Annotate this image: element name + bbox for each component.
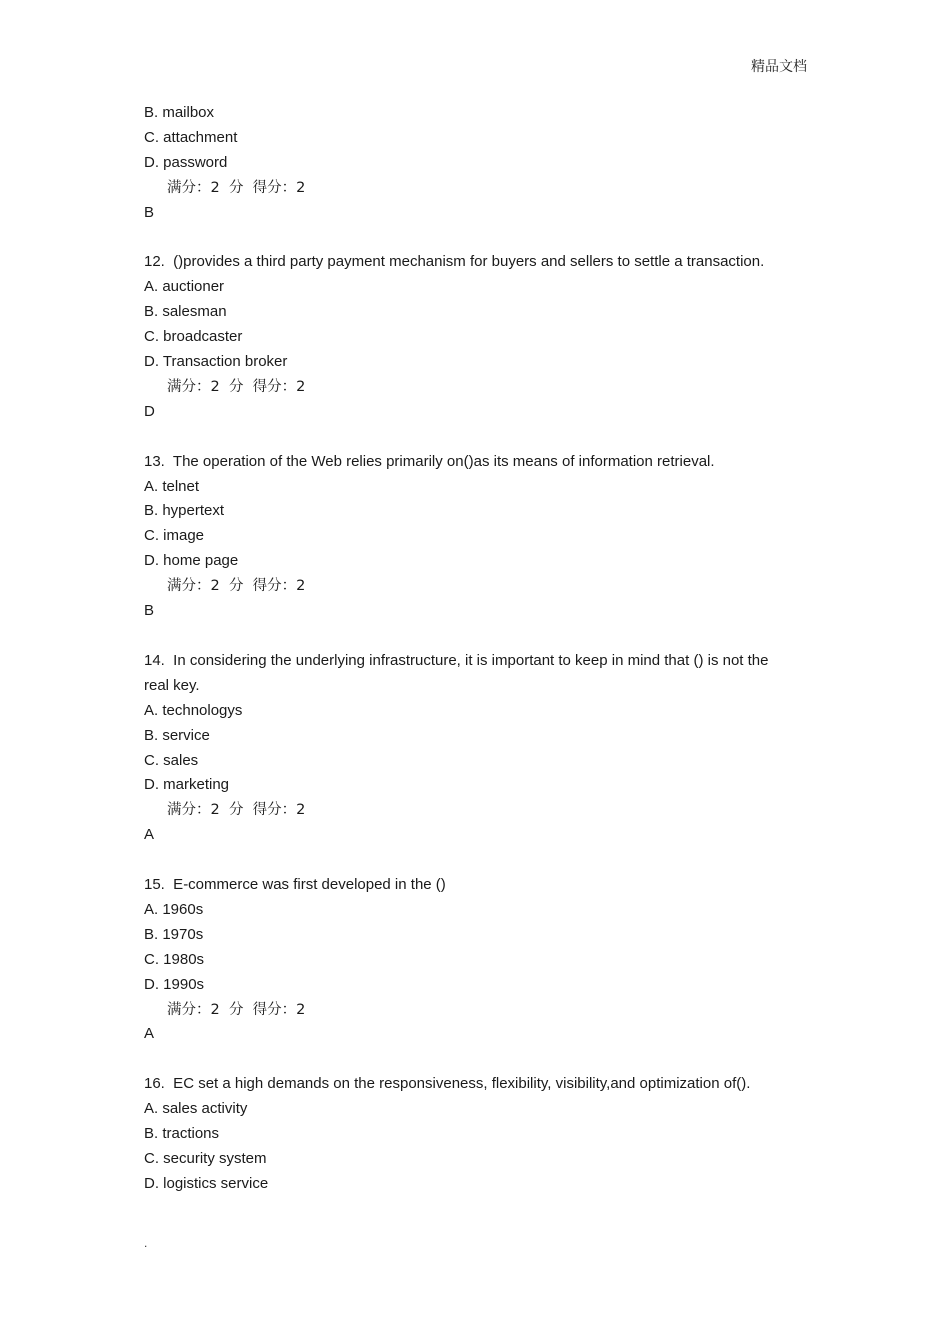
- question-text: 14. In considering the underlying infrastructure, it is important to keep in mind that () is not the: [144, 651, 769, 669]
- question-text: 15. E-commerce was first developed in the (): [144, 876, 446, 894]
- question-text: 13. The operation of the Web relies primarily on()as its means of information retrieval.: [144, 452, 715, 470]
- option-text: B. tractions: [144, 1125, 220, 1143]
- answer-text: B: [144, 203, 155, 221]
- question-text-continued: real key.: [144, 676, 200, 694]
- option-text: B. hypertext: [144, 502, 225, 520]
- option-text: A. 1960s: [144, 900, 204, 918]
- option-text: D. logistics service: [144, 1174, 269, 1192]
- option-text: B. mailbox: [144, 104, 215, 121]
- option-text: A. auctioner: [144, 278, 225, 296]
- option-text: B. service: [144, 726, 210, 744]
- answer-text: D: [144, 402, 155, 420]
- option-text: A. technologys: [144, 701, 243, 719]
- option-text: D. marketing: [144, 776, 230, 794]
- option-text: C. 1980s: [144, 950, 205, 968]
- option-text: D. Transaction broker: [144, 353, 288, 371]
- score-line: 满分：2 分 得分：2: [167, 802, 306, 819]
- option-text: D. password: [144, 153, 228, 171]
- score-line: 满分：2 分 得分：2: [167, 179, 306, 196]
- option-text: C. security system: [144, 1149, 267, 1167]
- option-text: C. sales: [144, 751, 199, 769]
- page-footer: .: [144, 1236, 148, 1250]
- score-line: 满分：2 分 得分：2: [167, 378, 306, 395]
- score-line: 满分：2 分 得分：2: [167, 578, 306, 595]
- question-block: [144, 250, 814, 424]
- option-text: D. 1990s: [144, 975, 205, 993]
- answer-text: A: [144, 826, 155, 844]
- option-text: C. image: [144, 527, 205, 545]
- option-text: C. attachment: [144, 128, 238, 146]
- option-text: A. sales activity: [144, 1100, 248, 1118]
- option-text: D. home page: [144, 552, 239, 570]
- option-text: B. 1970s: [144, 925, 204, 943]
- option-text: C. broadcaster: [144, 328, 243, 346]
- document-body: [144, 101, 814, 1197]
- question-block: [144, 450, 814, 624]
- question-text: 12. ()provides a third party payment mechanism for buyers and sellers to settle a transaction.: [144, 253, 765, 271]
- question-text: 16. EC set a high demands on the responsiveness, flexibility, visibility,and optimization of().: [144, 1075, 751, 1093]
- question-block: [144, 873, 814, 1047]
- score-line: 满分：2 分 得分：2: [167, 1001, 306, 1018]
- question-block: [144, 649, 814, 848]
- question-block: [144, 1072, 814, 1197]
- option-text: A. telnet: [144, 477, 200, 495]
- page-header: 精品文档: [751, 59, 807, 75]
- question-block: [144, 101, 814, 226]
- answer-text: A: [144, 1025, 155, 1043]
- answer-text: B: [144, 602, 155, 620]
- option-text: B. salesman: [144, 303, 227, 321]
